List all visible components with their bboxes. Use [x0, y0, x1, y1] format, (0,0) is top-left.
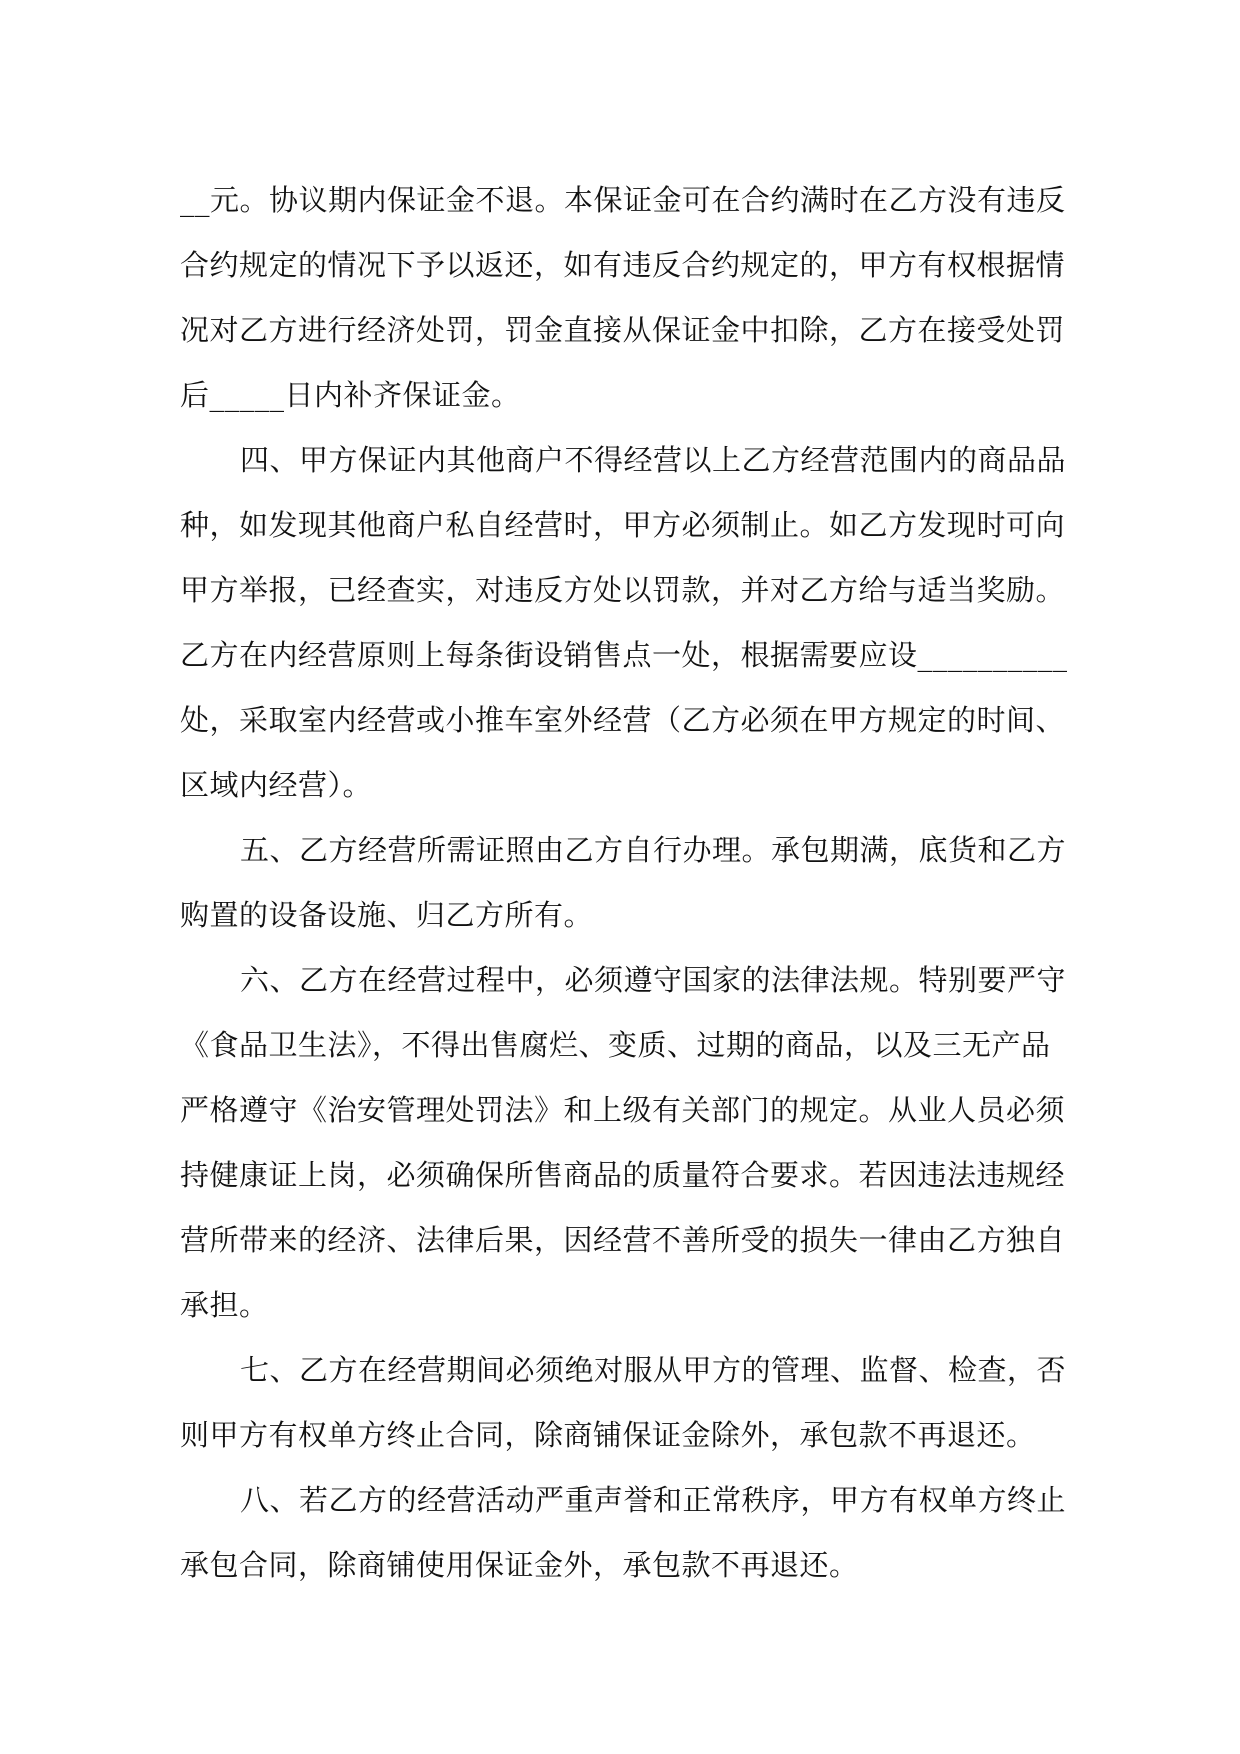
text-line: 六、乙方在经营过程中，必须遵守国家的法律法规。特别要严守: [240, 963, 1067, 997]
text-line: 乙方在内经营原则上每条街设销售点一处，根据需要应设__________: [180, 638, 1068, 672]
text-line: 甲方举报，已经查实，对违反方处以罚款，并对乙方给与适当奖励。: [180, 573, 1066, 607]
document-page: [180, 168, 1070, 1598]
text-line: 严格遵守《治安管理处罚法》和上级有关部门的规定。从业人员必须: [180, 1093, 1066, 1127]
paragraph-clause-6: [180, 948, 1070, 1338]
text-line: 后_____日内补齐保证金。: [180, 378, 521, 412]
text-line: __元。协议期内保证金不退。本保证金可在合约满时在乙方没有违反: [180, 183, 1066, 217]
text-line: 八、若乙方的经营活动严重声誉和正常秩序，甲方有权单方终止: [240, 1483, 1067, 1517]
text-line: 营所带来的经济、法律后果，因经营不善所受的损失一律由乙方独自: [180, 1223, 1066, 1257]
paragraph-clause-4: [180, 428, 1070, 818]
text-line: 区域内经营）。: [180, 768, 373, 802]
text-line: 承担。: [180, 1288, 269, 1322]
text-line: 七、乙方在经营期间必须绝对服从甲方的管理、监督、检查，否: [240, 1353, 1067, 1387]
text-line: 购置的设备设施、归乙方所有。: [180, 898, 594, 932]
text-line: 则甲方有权单方终止合同，除商铺保证金除外，承包款不再退还。: [180, 1418, 1036, 1452]
text-line: 五、乙方经营所需证照由乙方自行办理。承包期满，底货和乙方: [240, 833, 1067, 867]
paragraph-clause-5: [180, 818, 1070, 948]
paragraph-deposit: [180, 168, 1070, 428]
text-line: 种，如发现其他商户私自经营时，甲方必须制止。如乙方发现时可向: [180, 508, 1066, 542]
text-line: 承包合同，除商铺使用保证金外，承包款不再退还。: [180, 1548, 859, 1582]
text-line: 持健康证上岗，必须确保所售商品的质量符合要求。若因违法违规经: [180, 1158, 1066, 1192]
text-line: 处，采取室内经营或小推车室外经营（乙方必须在甲方规定的时间、: [180, 703, 1066, 737]
text-line: 况对乙方进行经济处罚，罚金直接从保证金中扣除，乙方在接受处罚: [180, 313, 1066, 347]
text-line: 合约规定的情况下予以返还，如有违反合约规定的，甲方有权根据情: [180, 248, 1066, 282]
paragraph-clause-7: [180, 1338, 1070, 1468]
text-line: 四、甲方保证内其他商户不得经营以上乙方经营范围内的商品品: [240, 443, 1067, 477]
paragraph-clause-8: [180, 1468, 1070, 1598]
text-line: 《食品卫生法》，不得出售腐烂、变质、过期的商品，以及三无产品: [180, 1028, 1051, 1062]
